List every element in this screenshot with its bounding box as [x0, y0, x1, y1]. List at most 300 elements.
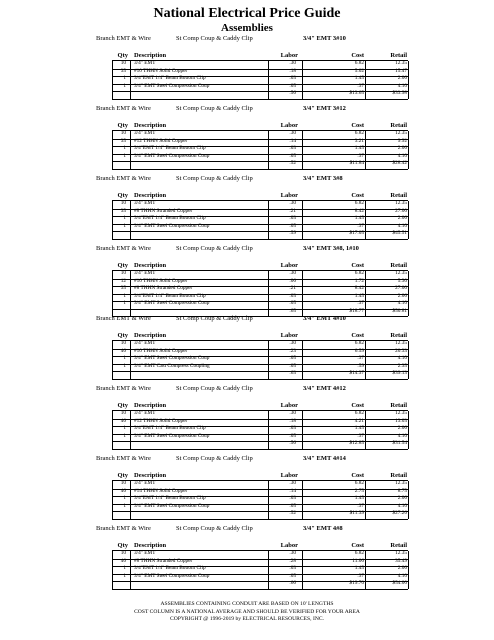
- table-row: [0, 215, 494, 223]
- col-cost: Cost: [351, 192, 364, 199]
- column-headers: [0, 51, 494, 60]
- table-row-rule: [112, 169, 408, 170]
- row-description: 3/4"EMT 1/4" Beam Bottom Clip: [134, 425, 206, 431]
- row-labor: .30: [289, 270, 296, 276]
- assembly-section: [0, 384, 494, 454]
- row-labor: .05: [289, 432, 296, 439]
- row-qty: 10: [120, 550, 126, 556]
- section-assembly-name: 3/4" EMT 3#8: [303, 175, 343, 182]
- row-labor: .18: [289, 417, 296, 424]
- table-total-row: [0, 440, 494, 448]
- row-labor: .03: [289, 215, 296, 221]
- total-retail: $39.13: [392, 370, 407, 376]
- section-method: St Comp Coup & Caddy Clip: [176, 525, 253, 532]
- section-method: St Comp Coup & Caddy Clip: [176, 105, 253, 112]
- table-row: [0, 355, 494, 363]
- row-qty: 1: [123, 300, 126, 306]
- col-description: Description: [134, 52, 167, 59]
- row-description: 3/4"EMT 1/4" Beam Bottom Clip: [134, 145, 206, 151]
- row-labor: .03: [289, 292, 296, 299]
- row-qty: 1: [123, 432, 126, 439]
- table-row: [0, 145, 494, 153]
- assembly-sections: [0, 34, 494, 594]
- row-labor: .21: [289, 207, 296, 214]
- total-labor: .56: [289, 440, 296, 446]
- col-description: Description: [134, 542, 167, 549]
- row-cost: 1.45: [354, 425, 364, 431]
- section-method: St Comp Coup & Caddy Clip: [176, 245, 253, 252]
- row-labor: .05: [289, 222, 296, 229]
- row-retail: 4.10: [397, 355, 407, 361]
- col-qty: Qty: [117, 192, 128, 199]
- assembly-section: [0, 104, 494, 174]
- row-retail: 27.00: [395, 207, 407, 214]
- col-qty: Qty: [117, 472, 128, 479]
- total-retail: $54.00: [392, 580, 407, 586]
- table-row: [0, 488, 494, 496]
- row-qty: 10: [120, 480, 126, 486]
- section-header: [0, 384, 494, 394]
- row-qty: 1: [123, 572, 126, 579]
- col-qty: Qty: [117, 332, 128, 339]
- row-cost: 6.82: [354, 340, 364, 346]
- row-cost: .37: [357, 355, 364, 361]
- footer-line-1: ASSEMBLIES CONTAINING CONDUIT ARE BASED ON 10' LENGTHS: [160, 601, 334, 607]
- row-qty: 10: [120, 410, 126, 416]
- table-row: [0, 130, 494, 138]
- row-labor: .03: [289, 495, 296, 501]
- row-cost: 5.02: [354, 67, 364, 74]
- column-headers: [0, 191, 494, 200]
- row-qty: 1: [123, 75, 126, 81]
- row-labor: .03: [289, 75, 296, 81]
- row-retail: 12.35: [395, 480, 407, 486]
- table-total-row: [0, 160, 494, 168]
- row-retail: 12.35: [395, 130, 407, 136]
- col-retail: Retail: [390, 122, 407, 129]
- assembly-section: [0, 34, 494, 104]
- row-cost: 3.21: [354, 137, 364, 144]
- row-labor: .30: [289, 60, 296, 66]
- total-cost: $19.70: [349, 580, 364, 586]
- table-total-row: [0, 230, 494, 238]
- row-qty: 1: [123, 145, 126, 151]
- row-retail: 8.75: [397, 487, 407, 494]
- row-labor: .30: [289, 480, 296, 486]
- row-description: 3/4" EMT Steel Compression Coup: [134, 222, 210, 229]
- row-labor: .03: [289, 145, 296, 151]
- row-description: #12 THHN Solid Copper: [134, 417, 188, 424]
- row-description: 3/4"EMT 1/4" Beam Bottom Clip: [134, 215, 206, 221]
- row-cost: 6.82: [354, 550, 364, 556]
- row-qty: 1: [123, 82, 126, 89]
- section-method: St Comp Coup & Caddy Clip: [176, 35, 253, 42]
- row-qty: 1: [123, 362, 126, 369]
- total-retail: $45.51: [392, 230, 407, 236]
- row-description: 3/4" EMT Steel Compression Coup: [134, 432, 210, 439]
- row-labor: .06: [289, 277, 296, 284]
- row-retail: 4.10: [397, 300, 407, 306]
- column-headers: [0, 471, 494, 480]
- row-description: #14 THHN Solid Copper: [134, 487, 188, 494]
- total-cost: $13.65: [349, 90, 364, 96]
- section-header: [0, 34, 494, 44]
- footer-line-2: COST COLUMN IS A NATIONAL AVERAGE AND SHOULD BE VERIFIED FOR YOUR AREA: [134, 608, 360, 615]
- row-qty: 46: [120, 417, 126, 424]
- footer: [0, 601, 494, 624]
- section-assembly-name: 3/4" EMT 4#10: [303, 315, 346, 322]
- section-category: Branch EMT & Wire: [96, 525, 151, 532]
- row-description: 3/4" EMT: [134, 130, 156, 136]
- row-cost: 6.82: [354, 480, 364, 486]
- row-cost: 8.42: [354, 285, 364, 291]
- section-category: Branch EMT & Wire: [96, 175, 151, 182]
- table-row-rule: [112, 239, 408, 240]
- section-assembly-name: 3/4" EMT 3#8, 1#10: [303, 245, 359, 252]
- total-labor: .63: [289, 370, 296, 376]
- assembly-section: [0, 454, 494, 524]
- row-description: #12 THHN Solid Copper: [134, 137, 188, 144]
- col-labor: Labor: [280, 472, 298, 479]
- row-labor: .30: [289, 550, 296, 556]
- row-retail: 13.03: [395, 417, 407, 424]
- total-cost: $17.05: [349, 230, 364, 236]
- row-retail: 2.35: [397, 362, 407, 369]
- column-headers: [0, 541, 494, 550]
- total-cost: $12.85: [349, 440, 364, 446]
- row-retail: 4.10: [397, 82, 407, 89]
- table-row: [0, 550, 494, 558]
- table-row-rule: [112, 99, 408, 100]
- table-row: [0, 293, 494, 301]
- col-retail: Retail: [390, 52, 407, 59]
- table-total-row: [0, 90, 494, 98]
- row-qty: 1: [123, 152, 126, 159]
- row-cost: 1.45: [354, 145, 364, 151]
- section-method: St Comp Coup & Caddy Clip: [176, 385, 253, 392]
- row-qty: 10: [120, 200, 126, 206]
- row-labor: .30: [289, 410, 296, 416]
- row-description: #10 THHN Solid Copper: [134, 67, 188, 74]
- column-headers: [0, 261, 494, 270]
- row-labor: .03: [289, 425, 296, 431]
- total-labor: .56: [289, 90, 296, 96]
- col-qty: Qty: [117, 542, 128, 549]
- row-cost: 6.82: [354, 270, 364, 276]
- section-header: [0, 314, 494, 324]
- section-assembly-name: 3/4" EMT 4#8: [303, 525, 343, 532]
- row-retail: 2.06: [397, 565, 407, 571]
- row-labor: .05: [289, 300, 296, 306]
- row-description: 3/4" EMT Steel Compression Coup: [134, 82, 210, 89]
- col-description: Description: [134, 332, 167, 339]
- table-row: [0, 480, 494, 488]
- row-labor: .05: [289, 152, 296, 159]
- row-qty: 1: [123, 215, 126, 221]
- row-labor: .18: [289, 67, 296, 74]
- row-cost: 11.06: [352, 557, 364, 564]
- row-labor: .30: [289, 130, 296, 136]
- total-labor: .52: [289, 510, 296, 516]
- row-cost: 1.72: [354, 277, 364, 284]
- row-retail: 27.00: [395, 285, 407, 291]
- assembly-section: [0, 314, 494, 384]
- row-retail: 5.30: [397, 277, 407, 284]
- row-labor: .05: [289, 82, 296, 89]
- col-labor: Labor: [280, 402, 298, 409]
- footer-line-3: COPYRIGHT @ 1996-2019 by ELECTRICAL RESOURCES, INC.: [169, 616, 324, 623]
- table-row: [0, 278, 494, 286]
- row-description: 3/4"EMT 1/4" Beam Bottom Clip: [134, 292, 206, 299]
- table-row: [0, 433, 494, 441]
- row-qty: 35: [120, 285, 126, 291]
- column-headers: [0, 401, 494, 410]
- row-retail: 20.33: [395, 347, 407, 354]
- total-retail: $27.26: [392, 510, 407, 516]
- col-qty: Qty: [117, 262, 128, 269]
- row-cost: .37: [357, 222, 364, 229]
- row-labor: .14: [289, 137, 296, 144]
- table-row: [0, 200, 494, 208]
- row-description: 3/4" EMT: [134, 60, 156, 66]
- table-row: [0, 60, 494, 68]
- row-retail: 35.49: [395, 557, 407, 564]
- row-description: 3/4" EMT: [134, 340, 156, 346]
- total-retail: $50.81: [392, 307, 407, 314]
- row-qty: 10: [120, 340, 126, 346]
- row-qty: 35: [120, 67, 126, 74]
- row-cost: 2.75: [354, 487, 364, 494]
- col-labor: Labor: [280, 332, 298, 339]
- row-retail: 2.06: [397, 75, 407, 81]
- row-description: 3/4" EMT: [134, 480, 156, 486]
- row-description: 3/4" EMT: [134, 410, 156, 416]
- table-row: [0, 153, 494, 161]
- row-description: #10 THHN Solid Copper: [134, 277, 188, 284]
- total-cost: $14.37: [349, 370, 364, 376]
- section-header: [0, 244, 494, 254]
- row-cost: 8.42: [354, 207, 364, 214]
- row-labor: .05: [289, 355, 296, 361]
- section-header: [0, 524, 494, 534]
- total-cost: $11.39: [349, 510, 364, 516]
- row-description: 3/4" EMT: [134, 200, 156, 206]
- row-description: 3/4" EMT Steel Compression Coup: [134, 300, 210, 306]
- row-retail: 2.06: [397, 495, 407, 501]
- row-qty: 10: [120, 60, 126, 66]
- row-qty: 46: [120, 347, 126, 354]
- row-qty: 46: [120, 487, 126, 494]
- col-cost: Cost: [351, 542, 364, 549]
- row-labor: .05: [289, 362, 296, 369]
- row-description: #10 THHN Solid Copper: [134, 347, 188, 354]
- col-cost: Cost: [351, 472, 364, 479]
- table-row: [0, 68, 494, 76]
- assembly-section: [0, 244, 494, 314]
- section-assembly-name: 3/4" EMT 4#12: [303, 385, 346, 392]
- table-row: [0, 503, 494, 511]
- section-header: [0, 454, 494, 464]
- row-labor: .30: [289, 340, 296, 346]
- table-row: [0, 565, 494, 573]
- col-description: Description: [134, 262, 167, 269]
- row-description: 3/4" EMT Steel Compression Coup: [134, 502, 210, 509]
- table-row: [0, 138, 494, 146]
- col-retail: Retail: [390, 472, 407, 479]
- row-description: 3/4"EMT 1/4" Beam Bottom Clip: [134, 75, 206, 81]
- row-cost: 1.45: [354, 75, 364, 81]
- row-retail: 4.10: [397, 432, 407, 439]
- page-title: National Electrical Price Guide: [153, 6, 341, 21]
- row-qty: 1: [123, 502, 126, 509]
- col-description: Description: [134, 472, 167, 479]
- row-retail: 12.35: [395, 340, 407, 346]
- assembly-section: [0, 524, 494, 594]
- row-cost: 1.45: [354, 215, 364, 221]
- row-retail: 4.10: [397, 502, 407, 509]
- row-description: 3/4" EMT Steel Compression Coup: [134, 572, 210, 579]
- section-header: [0, 174, 494, 184]
- table-row: [0, 75, 494, 83]
- section-method: St Comp Coup & Caddy Clip: [176, 315, 253, 322]
- col-cost: Cost: [351, 52, 364, 59]
- total-labor: .59: [289, 230, 296, 236]
- row-labor: .23: [289, 347, 296, 354]
- total-labor: .66: [289, 580, 296, 586]
- row-qty: 10: [120, 270, 126, 276]
- col-cost: Cost: [351, 332, 364, 339]
- row-retail: 2.06: [397, 292, 407, 299]
- col-cost: Cost: [351, 402, 364, 409]
- table-total-row: [0, 370, 494, 378]
- table-row-rule: [112, 379, 408, 380]
- row-description: #8 THHN Stranded Copper: [134, 285, 193, 291]
- row-cost: .37: [357, 572, 364, 579]
- row-qty: 1: [123, 355, 126, 361]
- page-subtitle: Assemblies: [221, 22, 273, 34]
- table-row: [0, 340, 494, 348]
- col-labor: Labor: [280, 122, 298, 129]
- table-total-row: [0, 510, 494, 518]
- row-labor: .30: [289, 200, 296, 206]
- table-row: [0, 348, 494, 356]
- row-labor: .03: [289, 565, 296, 571]
- row-cost: 6.82: [354, 130, 364, 136]
- col-qty: Qty: [117, 52, 128, 59]
- row-qty: 12: [120, 277, 126, 284]
- row-retail: 12.35: [395, 270, 407, 276]
- col-retail: Retail: [390, 262, 407, 269]
- row-cost: 6.82: [354, 410, 364, 416]
- row-cost: 6.82: [354, 200, 364, 206]
- row-qty: 35: [120, 207, 126, 214]
- row-qty: 1: [123, 222, 126, 229]
- table-row: [0, 573, 494, 581]
- row-cost: 6.82: [354, 60, 364, 66]
- table-row: [0, 223, 494, 231]
- table-row: [0, 83, 494, 91]
- col-qty: Qty: [117, 402, 128, 409]
- row-qty: 1: [123, 495, 126, 501]
- row-retail: 2.06: [397, 215, 407, 221]
- col-qty: Qty: [117, 122, 128, 129]
- table-row-rule: [112, 519, 408, 520]
- col-description: Description: [134, 402, 167, 409]
- row-retail: 12.35: [395, 550, 407, 556]
- section-method: St Comp Coup & Caddy Clip: [176, 175, 253, 182]
- total-retail: $28.42: [392, 160, 407, 166]
- section-category: Branch EMT & Wire: [96, 315, 151, 322]
- row-retail: 9.92: [397, 137, 407, 144]
- section-category: Branch EMT & Wire: [96, 455, 151, 462]
- table-row-rule: [112, 449, 408, 450]
- col-description: Description: [134, 122, 167, 129]
- col-labor: Labor: [280, 542, 298, 549]
- total-cost: $11.84: [349, 160, 364, 166]
- table-row: [0, 425, 494, 433]
- column-headers: [0, 331, 494, 340]
- row-retail: 12.35: [395, 410, 407, 416]
- row-cost: 4.21: [354, 417, 364, 424]
- row-qty: 1: [123, 565, 126, 571]
- table-row: [0, 410, 494, 418]
- table-row: [0, 270, 494, 278]
- row-labor: .21: [289, 285, 296, 291]
- total-retail: $33.98: [392, 90, 407, 96]
- row-qty: 10: [120, 130, 126, 136]
- col-labor: Labor: [280, 262, 298, 269]
- table-total-row: [0, 580, 494, 588]
- section-header: [0, 104, 494, 114]
- section-category: Branch EMT & Wire: [96, 35, 151, 42]
- section-assembly-name: 3/4" EMT 3#12: [303, 105, 346, 112]
- col-cost: Cost: [351, 262, 364, 269]
- row-cost: 6.59: [354, 347, 364, 354]
- row-retail: 2.06: [397, 145, 407, 151]
- row-retail: 12.35: [395, 200, 407, 206]
- total-retail: $31.54: [392, 440, 407, 446]
- table-row: [0, 558, 494, 566]
- row-qty: 35: [120, 137, 126, 144]
- column-headers: [0, 121, 494, 130]
- table-row: [0, 300, 494, 308]
- row-labor: .05: [289, 502, 296, 509]
- table-row: [0, 418, 494, 426]
- row-description: 3/4"EMT 1/4" Beam Bottom Clip: [134, 565, 206, 571]
- row-cost: .37: [357, 432, 364, 439]
- section-category: Branch EMT & Wire: [96, 105, 151, 112]
- row-cost: 1.45: [354, 495, 364, 501]
- row-description: 3/4" EMT: [134, 550, 156, 556]
- col-labor: Labor: [280, 192, 298, 199]
- row-description: 3/4" EMT Steel Compression Coup: [134, 152, 210, 159]
- row-cost: .37: [357, 502, 364, 509]
- row-labor: .05: [289, 572, 296, 579]
- table-row: [0, 495, 494, 503]
- row-qty: 1: [123, 425, 126, 431]
- row-description: 3/4" EMT Steel Compression Coup: [134, 355, 210, 361]
- row-cost: .37: [357, 152, 364, 159]
- section-category: Branch EMT & Wire: [96, 245, 151, 252]
- section-assembly-name: 3/4" EMT 4#14: [303, 455, 346, 462]
- row-cost: .37: [357, 300, 364, 306]
- assembly-section: [0, 174, 494, 244]
- col-retail: Retail: [390, 542, 407, 549]
- section-method: St Comp Coup & Caddy Clip: [176, 455, 253, 462]
- table-row: [0, 363, 494, 371]
- row-description: 3/4" EMT: [134, 270, 156, 276]
- row-cost: .59: [357, 362, 364, 369]
